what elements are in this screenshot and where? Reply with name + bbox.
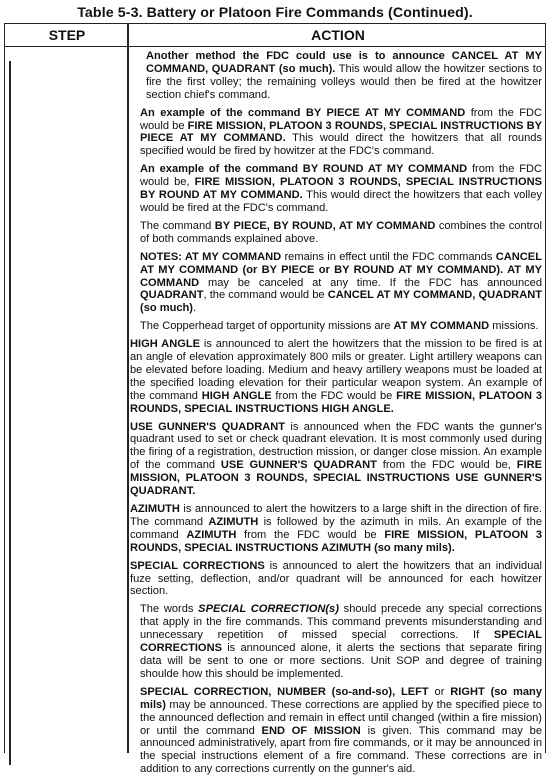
table-caption: Table 5-3. Battery or Platoon Fire Commands (Continued). — [77, 5, 473, 21]
step-column-header: STEP — [48, 27, 86, 43]
action-paragraph: An example of the command BY ROUND AT MY COMMAND from the FDC would be, FIRE MISSION, PLATOON 3 ROUNDS, SPECIAL INSTRUCTIONS BY ROUND AT MY COMMAND. This would direct the howitzers that each volley would be fired at the FDC's command. — [140, 163, 543, 214]
action-paragraph: USE GUNNER'S QUADRANT is announced when the FDC wants the gunner's quadrant used to set or check quadrant elevation. It is most commonly used during the firing of a registration, destruction mission, or danger close mission. An example of the command USE GUNNER'S QUADRANT from the FDC would be, FIRE MISSION, PLATOON 3 ROUNDS, SPECIAL INSTRUCTIONS USE GUNNER'S QUADRANT. — [130, 420, 543, 498]
fire-commands-table — [4, 23, 546, 776]
action-paragraph: The words SPECIAL CORRECTION(s) should precede any special corrections that apply in the fire commands. This command prevents misunderstanding and unnecessary repetition of missed special corrections. If SPECIAL CORRECTIONS is announced alone, it alerts the sections that separate firing data will be sent to one or more sections. Unit SOP and degree of training shoulde how this should be implemented. — [140, 603, 543, 680]
action-paragraph: The Copperhead target of opportunity missions are AT MY COMMAND missions. — [140, 320, 539, 333]
action-paragraph: An example of the command BY PIECE AT MY COMMAND from the FDC would be FIRE MISSION, PLATOON 3 ROUNDS, SPECIAL INSTRUCTIONS BY PIECE AT MY COMMAND. This would direct the howitzers that all rounds specified would be fired by howitzer at the FDC's command. — [140, 106, 542, 158]
action-column-body — [130, 50, 542, 781]
action-paragraph: The command BY PIECE, BY ROUND, AT MY COMMAND combines the control of both commands explained above. — [140, 219, 542, 245]
action-paragraph: HIGH ANGLE is announced to alert the howitzers that the mission to be fired is at an angle of elevation approximately 800 mils or greater. Light artillery weapons can be elevated before loading. Medium and heavy artillery weapons must be loaded at the specified loading elevation for their particular weapon system. An example of the command HIGH ANGLE from the FDC would be FIRE MISSION, PLATOON 3 ROUNDS, SPECIAL INSTRUCTIONS HIGH ANGLE. — [130, 338, 543, 415]
action-paragraph: Another method the FDC could use is to announce CANCEL AT MY COMMAND, QUADRANT (so much). This would allow the howitzer sections to fire the first volley; the remaining volleys would then be fired at the howitzer section chief's command. — [146, 50, 542, 101]
change-bar — [9, 61, 11, 765]
action-paragraph: SPECIAL CORRECTION, NUMBER (so-and-so), LEFT or RIGHT (so many mils) may be announced. These corrections are applied by the specified piece to the announced deflection and remain in effect until changed (within a fire mission) or until the command END OF MISSION is given. This command may be announced administratively, apart from fire commands, or it may be announced in the special instructions element of a fire command. These corrections are in addition to any corrections currently on the gunner's aid. — [140, 685, 543, 776]
table-header-row — [5, 23, 545, 47]
action-paragraph: AZIMUTH is announced to alert the howitzers to a large shift in the direction of fire. The command AZIMUTH is followed by the azimuth in mils. An example of the command AZIMUTH from the FDC would be FIRE MISSION, PLATOON 3 ROUNDS, SPECIAL INSTRUCTIONS AZIMUTH (so many mils). — [130, 503, 543, 554]
action-column-header: ACTION — [311, 27, 365, 43]
column-divider — [127, 23, 129, 753]
action-paragraph: SPECIAL CORRECTIONS is announced to alert the howitzers that an individual fuze setting, deflection, and/or quadrant will be announced for each howitzer section. — [130, 559, 542, 598]
action-paragraph: NOTES: AT MY COMMAND remains in effect until the FDC commands CANCEL AT MY COMMAND (or BY PIECE or BY ROUND AT MY COMMAND). AT MY COMMAND may be canceled at any time. If the FDC has announced QUADRANT, the command would be CANCEL AT MY COMMAND, QUADRANT (so much). — [140, 250, 542, 315]
